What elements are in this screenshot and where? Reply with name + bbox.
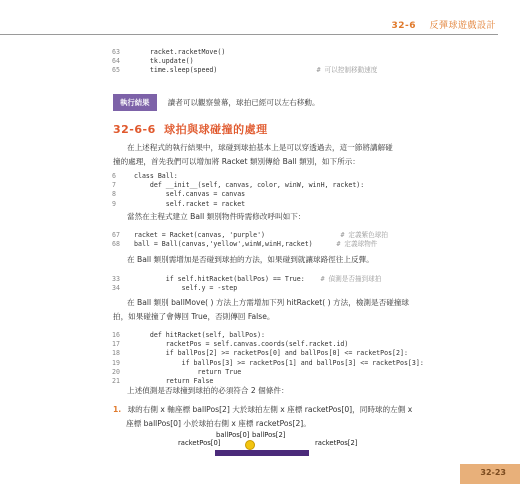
racket-bar bbox=[215, 450, 309, 456]
line-number: 63 bbox=[112, 48, 120, 56]
code-block-1 bbox=[112, 48, 377, 76]
code-comment: # 定義紫色球拍 bbox=[340, 231, 388, 239]
result-badge: 執行結果 bbox=[113, 94, 157, 111]
list-line: 球的右側 x 軸座標 ballPos[2] 大於球拍左側 x 座標 racketPos[0]，同時球的左側 x bbox=[127, 405, 413, 414]
code-line bbox=[112, 200, 364, 209]
code-text: racket.racketMove() bbox=[134, 48, 226, 56]
ball-left-label: ballPos[0] bbox=[216, 431, 250, 439]
line-number: 21 bbox=[112, 377, 120, 386]
line-number: 34 bbox=[112, 284, 120, 293]
code-text: return True bbox=[134, 367, 242, 376]
code-text: racket = Racket(canvas, 'purple') bbox=[134, 231, 266, 239]
result-row bbox=[113, 90, 320, 111]
code-text: def __init__(self, canvas, color, winW, winH, racket): bbox=[134, 181, 365, 190]
paragraph-1-line: 撞的處理，首先我們可以增加將 Racket 類別傳給 Ball 類別，如下所示： bbox=[113, 157, 360, 166]
code-text: class Ball: bbox=[134, 172, 178, 180]
code-line bbox=[112, 331, 424, 340]
code-text: self.y = -step bbox=[134, 284, 238, 293]
ball-right-label: ballPos[2] bbox=[252, 431, 286, 439]
paragraph-4-line: 在 Ball 類別 ballMove( ) 方法上方需增加下列 hitRacket( ) 方法，檢測是否碰撞球 bbox=[127, 298, 409, 307]
paragraph-1 bbox=[113, 141, 413, 169]
code-line bbox=[112, 368, 424, 377]
code-text: if self.hitRacket(ballPos) == True: bbox=[134, 275, 305, 283]
paragraph-3: 在 Ball 類別需增加是否碰到球拍的方法，如果碰到就讓球路徑往上反彈。 bbox=[127, 255, 374, 264]
result-text: 讀者可以觀察螢幕，球拍已經可以左右移動。 bbox=[167, 98, 320, 107]
racket-right-label: racketPos[2] bbox=[315, 439, 358, 447]
line-number: 67 bbox=[112, 231, 120, 239]
line-number: 64 bbox=[112, 57, 120, 66]
code-comment: # 定義球物件 bbox=[336, 240, 378, 249]
section-heading: 球拍與球碰撞的處理 bbox=[164, 123, 268, 136]
code-text: ball = Ball(canvas,'yellow',winW,winH,racket) bbox=[134, 240, 313, 249]
code-text: tk.update() bbox=[134, 57, 194, 66]
collision-diagram bbox=[160, 430, 360, 460]
code-line bbox=[112, 172, 364, 181]
paragraph-4-line: 拍，如果碰撞了會傳回 True，否則傳回 False。 bbox=[113, 312, 275, 321]
line-number: 7 bbox=[112, 181, 116, 190]
code-line bbox=[112, 181, 364, 190]
page-number: 32-23 bbox=[480, 468, 506, 477]
code-line bbox=[112, 340, 424, 349]
code-line bbox=[112, 66, 377, 75]
header-chapter: 32-6 bbox=[391, 21, 417, 31]
list-line: 座標 ballPos[0] 小於球拍右側 x 座標 racketPos[2]。 bbox=[126, 419, 311, 428]
code-line bbox=[112, 231, 388, 240]
line-number: 65 bbox=[112, 66, 120, 75]
line-number: 19 bbox=[112, 358, 120, 367]
code-text: return False bbox=[134, 377, 214, 386]
ball bbox=[245, 440, 255, 450]
line-number: 18 bbox=[112, 349, 120, 358]
section-number: 32-6-6 bbox=[113, 123, 156, 136]
code-comment: # 偵測是否撞到球拍 bbox=[320, 275, 382, 283]
numbered-list bbox=[113, 403, 423, 431]
code-line bbox=[112, 48, 377, 57]
list-number: 1. bbox=[113, 405, 122, 414]
code-text: if ballPos[2] >= racketPos[0] and ballPos[0] <= racketPos[2]: bbox=[134, 349, 408, 358]
code-text: self.canvas = canvas bbox=[134, 190, 246, 199]
running-header bbox=[392, 18, 497, 31]
code-block-2 bbox=[112, 172, 364, 209]
line-number: 16 bbox=[112, 331, 120, 339]
code-comment: # 可以控制移動速度 bbox=[316, 66, 378, 75]
line-number: 17 bbox=[112, 340, 120, 349]
code-block-3 bbox=[112, 231, 388, 249]
code-text: time.sleep(speed) bbox=[134, 66, 218, 75]
code-line bbox=[112, 359, 424, 368]
code-text: racketPos = self.canvas.coords(self.racket.id) bbox=[134, 340, 349, 349]
code-text: def hitRacket(self, ballPos): bbox=[134, 331, 266, 339]
code-text: self.racket = racket bbox=[134, 199, 246, 208]
header-title: 反彈球遊戲設計 bbox=[429, 21, 496, 31]
code-block-5 bbox=[112, 331, 424, 386]
code-line bbox=[112, 275, 381, 284]
code-line bbox=[112, 190, 364, 199]
line-number: 20 bbox=[112, 367, 120, 376]
code-line bbox=[112, 284, 381, 293]
section-title bbox=[113, 121, 268, 137]
line-number: 6 bbox=[112, 172, 116, 180]
line-number: 8 bbox=[112, 190, 116, 199]
paragraph-2: 當然在主程式建立 Ball 類別物件時需修改呼叫如下： bbox=[127, 212, 306, 221]
paragraph-1-line: 在上述程式的執行結果中，球碰到球拍基本上是可以穿透過去，這一節將講解碰 bbox=[127, 143, 393, 152]
racket-left-label: racketPos[0] bbox=[178, 439, 221, 447]
code-block-4 bbox=[112, 275, 381, 293]
header-divider bbox=[0, 34, 498, 35]
paragraph-4 bbox=[113, 296, 413, 324]
code-line bbox=[112, 240, 388, 249]
line-number: 68 bbox=[112, 240, 120, 249]
code-line bbox=[112, 349, 424, 358]
line-number: 33 bbox=[112, 275, 120, 283]
code-text: if ballPos[3] >= racketPos[1] and ballPos[3] <= racketPos[3]: bbox=[134, 358, 424, 367]
list-item bbox=[113, 403, 423, 417]
line-number: 9 bbox=[112, 199, 116, 208]
paragraph-5: 上述偵測是否球撞到球拍的必須符合 2 個條件： bbox=[127, 386, 289, 395]
